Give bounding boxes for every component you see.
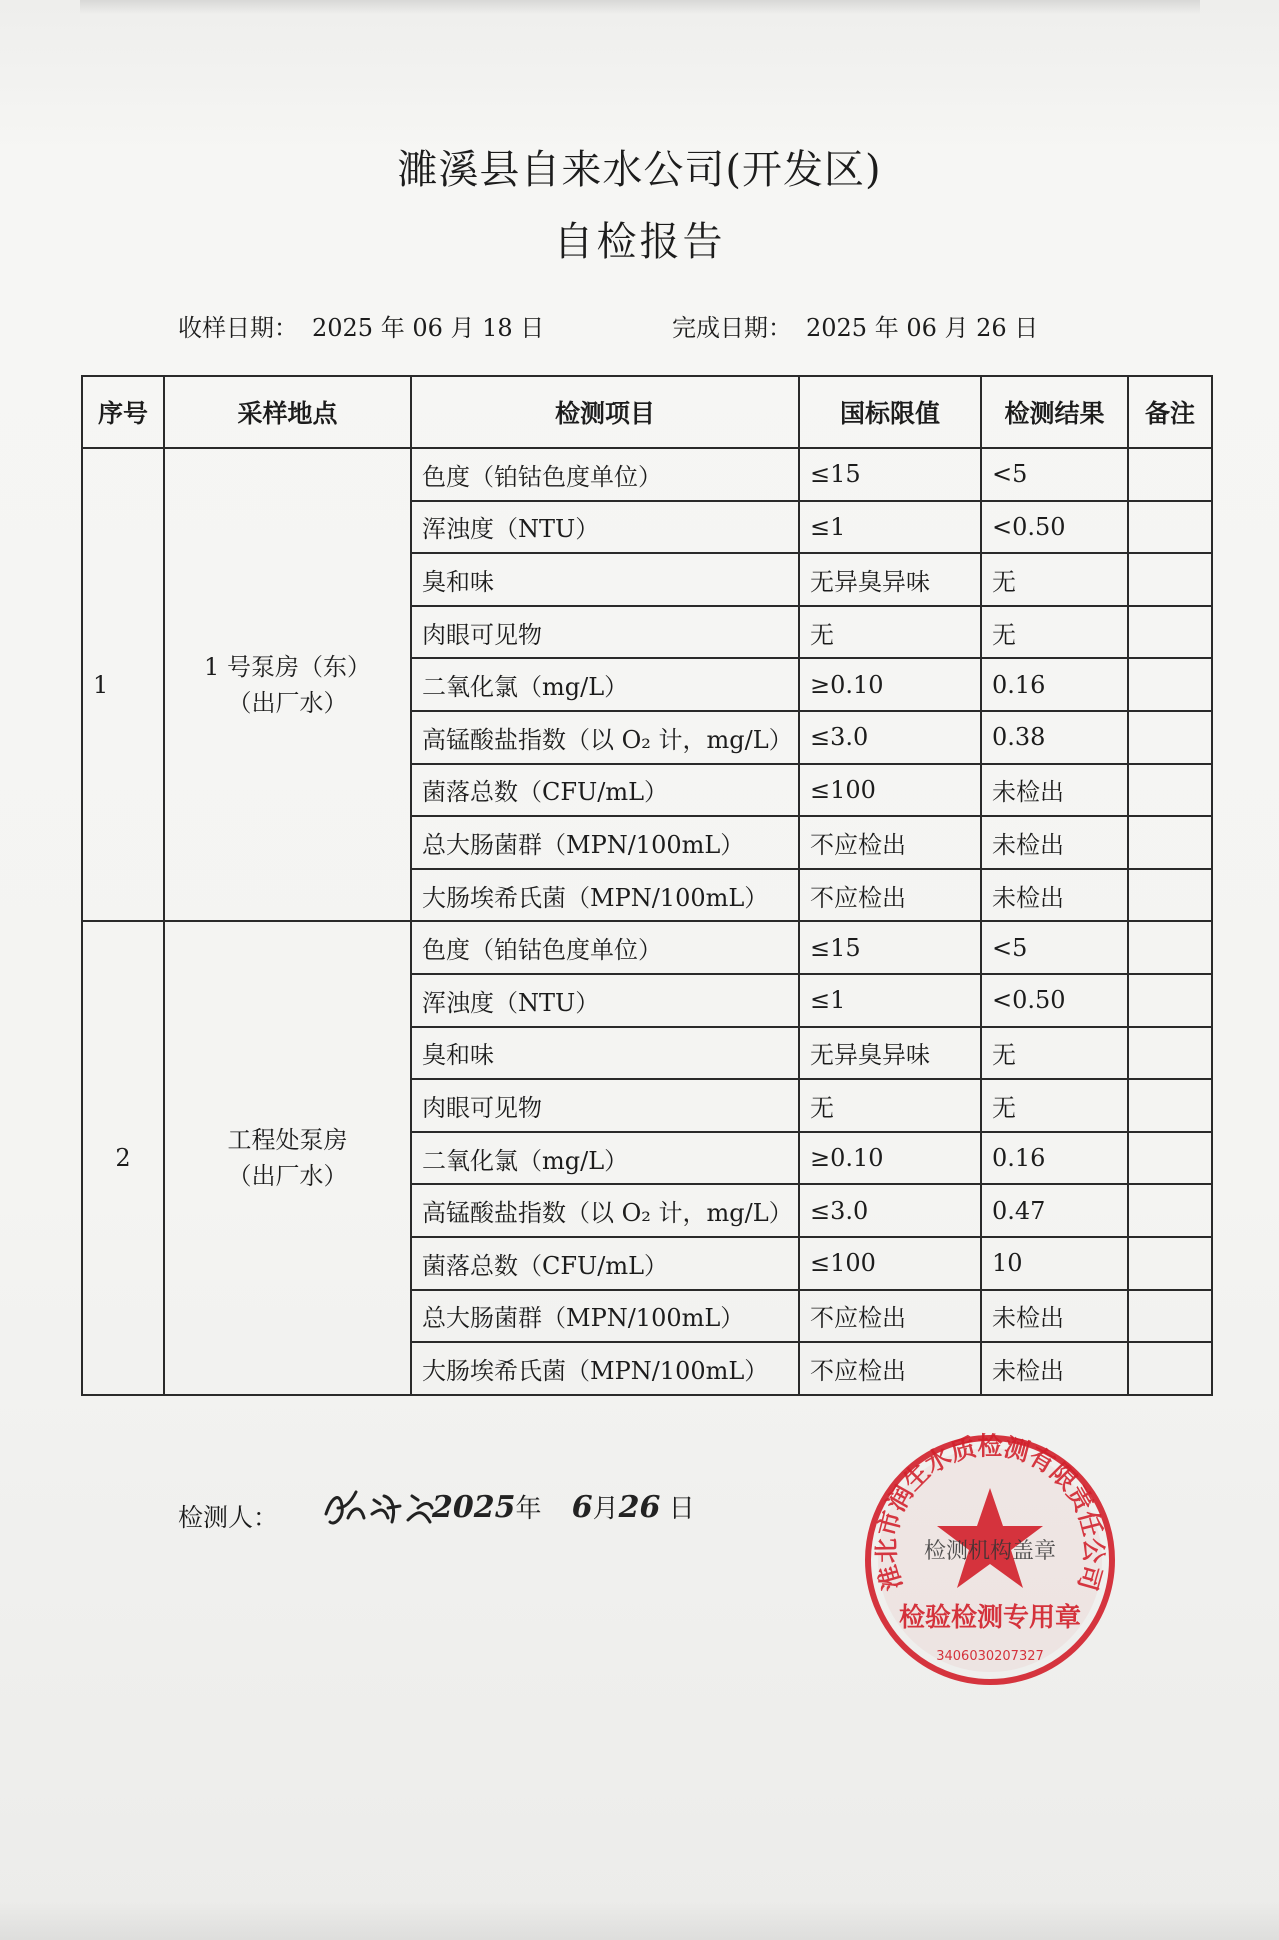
test-item: 大肠埃希氏菌（MPN/100mL） [411,1342,799,1395]
remark [1128,1027,1212,1080]
remark [1128,1342,1212,1395]
company-title: 濉溪县自来水公司(开发区) [397,147,882,193]
test-result: 未检出 [981,869,1128,922]
test-result: 0.16 [981,658,1128,711]
col-header-no: 序号 [82,376,164,448]
test-result: 未检出 [981,1342,1128,1395]
col-header-item: 检测项目 [411,376,799,448]
col-header-limit: 国标限值 [799,376,981,448]
standard-limit: 不应检出 [799,869,981,922]
report-title: 自检报告 [553,219,726,265]
group-number: 2 [82,921,164,1394]
sample-date-label: 收样日期： [178,314,298,342]
sampling-location [164,921,411,1394]
standard-limit: ≤1 [799,501,981,554]
tester-label: 检测人： [178,1503,279,1532]
test-result: 0.16 [981,1132,1128,1185]
remark [1128,553,1212,606]
test-result: 无 [981,606,1128,659]
test-item: 色度（铂钴色度单位） [411,448,799,501]
table-header-row [82,376,1212,448]
standard-limit: ≤100 [799,764,981,817]
col-header-result: 检测结果 [981,376,1128,448]
location-line2: （出厂水） [227,1162,348,1191]
test-item: 浑浊度（NTU） [411,501,799,554]
standard-limit: 不应检出 [799,1290,981,1343]
sample-date-value: 2025 年 06 月 18 日 [312,314,545,342]
standard-limit: ≥0.10 [799,658,981,711]
remark [1128,921,1212,974]
test-result: 未检出 [981,764,1128,817]
sign-day-unit: 日 [668,1494,695,1524]
test-item: 二氧化氯（mg/L） [411,658,799,711]
table-row [82,921,1212,974]
scan-edge-shadow [80,0,1200,14]
complete-date-line [672,308,1038,343]
test-item: 高锰酸盐指数（以 O₂ 计，mg/L） [411,1184,799,1237]
col-header-note: 备注 [1128,376,1212,448]
col-header-location: 采样地点 [164,376,411,448]
sampling-location [164,448,411,921]
remark [1128,1079,1212,1132]
scan-bottom-shadow [0,1900,1279,1940]
standard-limit: 无 [799,606,981,659]
standard-limit: ≥0.10 [799,1132,981,1185]
standard-limit: 无 [799,1079,981,1132]
remark [1128,764,1212,817]
sign-year: 2025 [432,1490,516,1525]
complete-date-label: 完成日期： [672,314,792,342]
group-number: 1 [82,448,164,921]
test-item: 总大肠菌群（MPN/100mL） [411,1290,799,1343]
seal-inner-top-text: 检测机构盖章 [923,1539,1057,1564]
complete-date-value: 2025 年 06 月 26 日 [806,314,1039,342]
test-result: 0.38 [981,711,1128,764]
location-line1: 工程处泵房 [227,1126,348,1155]
standard-limit: ≤15 [799,448,981,501]
test-result: <0.50 [981,501,1128,554]
test-item: 浑浊度（NTU） [411,974,799,1027]
test-result: 未检出 [981,816,1128,869]
test-item: 高锰酸盐指数（以 O₂ 计，mg/L） [411,711,799,764]
test-result: 未检出 [981,1290,1128,1343]
sign-month-unit: 月 [592,1494,619,1524]
remark [1128,1237,1212,1290]
standard-limit: 不应检出 [799,816,981,869]
test-result: <0.50 [981,974,1128,1027]
test-item: 二氧化氯（mg/L） [411,1132,799,1185]
test-item: 肉眼可见物 [411,606,799,659]
remark [1128,1184,1212,1237]
test-result: <5 [981,921,1128,974]
remark [1128,606,1212,659]
test-result: 无 [981,1079,1128,1132]
seal-outer-text: 淮北市润生水质检测有限责任公司 [871,1431,1109,1594]
test-item: 菌落总数（CFU/mL） [411,764,799,817]
test-item: 臭和味 [411,553,799,606]
test-result: <5 [981,448,1128,501]
remark [1128,1290,1212,1343]
location-line1: 1 号泵房（东） [204,652,371,681]
remark [1128,501,1212,554]
standard-limit: 无异臭异味 [799,1027,981,1080]
seal-number: 3406030207327 [936,1649,1044,1664]
test-item: 总大肠菌群（MPN/100mL） [411,816,799,869]
remark [1128,658,1212,711]
inspection-table [81,375,1213,1396]
standard-limit: ≤100 [799,1237,981,1290]
test-item: 臭和味 [411,1027,799,1080]
sign-day: 26 [618,1490,661,1525]
remark [1128,1132,1212,1185]
standard-limit: ≤1 [799,974,981,1027]
remark [1128,869,1212,922]
test-result: 无 [981,1027,1128,1080]
remark [1128,448,1212,501]
seal-inner-bottom-text: 检验检测专用章 [898,1603,1082,1633]
standard-limit: 不应检出 [799,1342,981,1395]
table-row [82,448,1212,501]
signature-date [432,1488,695,1525]
remark [1128,816,1212,869]
standard-limit: ≤3.0 [799,1184,981,1237]
sample-date-line [178,308,544,343]
test-item: 色度（铂钴色度单位） [411,921,799,974]
standard-limit: ≤15 [799,921,981,974]
standard-limit: 无异臭异味 [799,553,981,606]
test-result: 无 [981,553,1128,606]
test-item: 菌落总数（CFU/mL） [411,1237,799,1290]
test-item: 大肠埃希氏菌（MPN/100mL） [411,869,799,922]
test-result: 0.47 [981,1184,1128,1237]
standard-limit: ≤3.0 [799,711,981,764]
sign-month: 6 [571,1490,593,1525]
remark [1128,974,1212,1027]
location-line2: （出厂水） [227,688,348,717]
official-seal-stamp [860,1430,1120,1690]
test-item: 肉眼可见物 [411,1079,799,1132]
test-result: 10 [981,1237,1128,1290]
sign-year-unit: 年 [515,1494,542,1524]
remark [1128,711,1212,764]
